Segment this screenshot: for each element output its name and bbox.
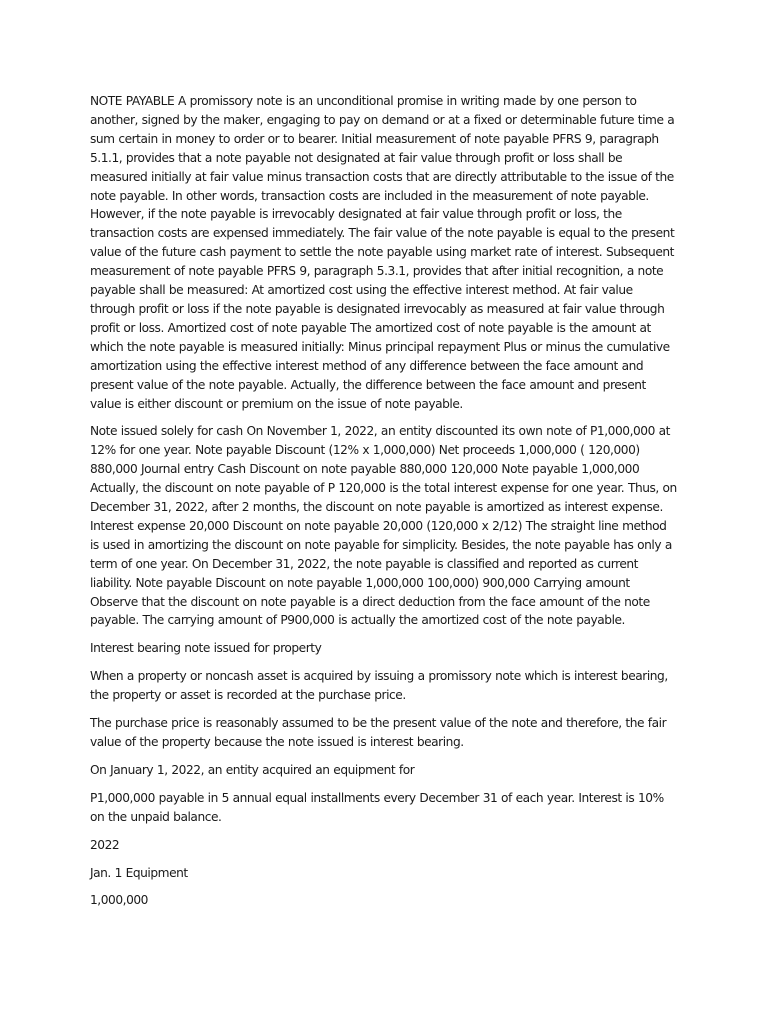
paragraph-purchase-price: The purchase price is reasonably assumed to be the present value of the note and therefore, the fair value of the property because the note issued is interest bearing. — [90, 716, 667, 749]
paragraph-note-issued-for-cash: Note issued solely for cash On November 1, 2022, an entity discounted its own note of P1,000,000 at 12% for one year. Note payable Discount (12% x 1,000,000) Net proceeds 1,000,000 ( 120,000) 880,000 Journal entry Cash Discount on note payable 880,000 120,000 Note payable 1,000,000 Actually, the discount on note payable of P 120,000 is the total interest expense for one year. Thus, on December 31, 2022, after 2 months, the discount on note payable is amortized as interest expense. Interest expense 20,000 Discount on note payable 20,000 (120,000 x 2/12) The straight line method is used in amortizing the discount on note payable for simplicity. Besides, the note payable has only a term of one year. On December 31, 2022, the note payable is classified and reported as current liability. Note payable Discount on note payable 1,000,000 100,000) 900,000 Carrying amount Observe that the discount on note payable is a direct deduction from the face amount of the note payable. The carrying amount of P900,000 is actually the amortized cost of the note payable. — [90, 424, 677, 628]
paragraph-heading-interest-bearing-note: Interest bearing note issued for property — [90, 641, 322, 656]
paragraph-note-payable-definition: NOTE PAYABLE A promissory note is an unconditional promise in writing made by one person to another, signed by the maker, engaging to pay on demand or at a fixed or determinable future time a sum certain in money to order or to bearer. Initial measurement of note payable PFRS 9, paragraph 5.1.1, provides that a note payable not designated at fair value through profit or loss shall be measured initially at fair value minus transaction costs that are directly attributable to the issue of the note payable. In other words, transaction costs are included in the measurement of note payable. However, if the note payable is irrevocably designated at fair value through profit or loss, the transaction costs are expensed immediately. The fair value of the note payable is equal to the present value of the future cash payment to settle the note payable using market rate of interest. Subsequent measurement of note payable PFRS 9, paragraph 5.3.1, provides that after initial recognition, a note payable shall be measured: At amortized cost using the effective interest method. At fair value through profit or loss if the note payable is designated irrevocably as measured at fair value through profit or loss. Amortized cost of note payable The amortized cost of note payable is the amount at which the note payable is measured initially: Minus principal repayment Plus or minus the cumulative amortization using the effective interest method of any difference between the face amount and present value of the note payable. Actually, the difference between the face amount and present value is either discount or premium on the issue of note payable. — [90, 94, 675, 411]
paragraph-example-intro: On January 1, 2022, an entity acquired an equipment for — [90, 762, 415, 777]
paragraph-year: 2022 — [90, 837, 120, 852]
paragraph-journal-entry-account: Jan. 1 Equipment — [90, 865, 188, 880]
paragraph-journal-entry-amount: 1,000,000 — [90, 893, 148, 908]
paragraph-installment-terms: P1,000,000 payable in 5 annual equal installments every December 31 of each year. Interest is 10% on the unpaid balance. — [90, 790, 664, 824]
paragraph-property-acquired: When a property or noncash asset is acquired by issuing a promissory note which is interest bearing, the property or asset is recorded at the purchase price. — [90, 669, 668, 703]
document-body — [90, 92, 678, 919]
